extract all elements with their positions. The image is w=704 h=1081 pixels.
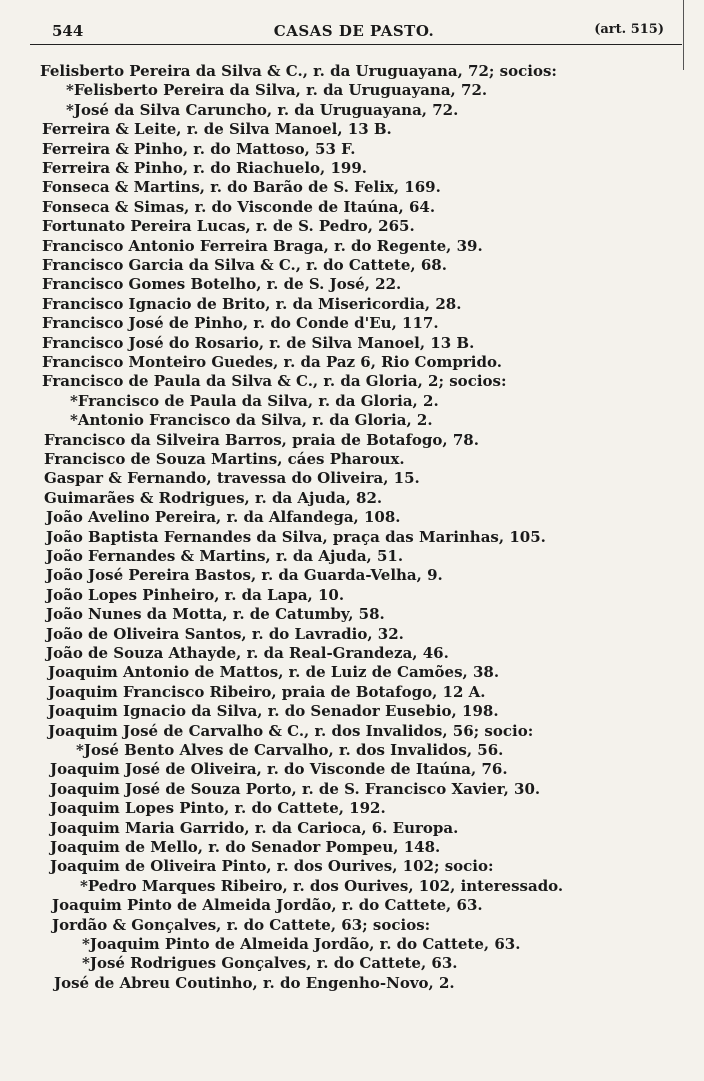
- entry: João José Pereira Bastos, r. da Guarda-Velha, 9.: [46, 566, 443, 585]
- entry: Francisco José de Pinho, r. do Conde d'Eu, 117.: [42, 314, 439, 333]
- entry: Joaquim Lopes Pinto, r. do Cattete, 192.: [50, 799, 386, 818]
- entry: Francisco Garcia da Silva & C., r. do Cattete, 68.: [42, 256, 447, 274]
- entry: Fortunato Pereira Lucas, r. de S. Pedro, 265.: [42, 217, 415, 236]
- entry: Gaspar & Fernando, travessa do Oliveira, 15.: [44, 469, 420, 488]
- entry: Francisco Monteiro Guedes, r. da Paz 6, Rio Comprido.: [42, 353, 502, 371]
- entry-partner: *Felisberto Pereira da Silva, r. da Uruguayana, 72.: [66, 81, 488, 100]
- entry: Joaquim de Oliveira Pinto, r. dos Ourives, 102; socio:: [50, 857, 494, 876]
- entry: Fonseca & Simas, r. do Visconde de Itaúna, 64.: [42, 197, 436, 216]
- entry: Jordão & Gonçalves, r. do Cattete, 63; socios:: [52, 915, 431, 934]
- entry: Felisberto Pereira da Silva & C., r. da Uruguayana, 72; socios:: [40, 62, 557, 80]
- entry-partner: *Antonio Francisco da Silva, r. da Gloria, 2.: [70, 411, 433, 430]
- entry: Joaquim Pinto de Almeida Jordão, r. do Cattete, 63.: [52, 896, 483, 915]
- entry: Joaquim José de Souza Porto, r. de S. Francisco Xavier, 30.: [50, 779, 541, 798]
- entry-partner: *Francisco de Paula da Silva, r. da Gloria, 2.: [70, 391, 439, 410]
- entry: Joaquim José de Oliveira, r. do Visconde de Itaúna, 76.: [50, 760, 508, 779]
- entry-partner: *José Bento Alves de Carvalho, r. dos Invalidos, 56.: [76, 741, 504, 759]
- entry: Ferreira & Leite, r. de Silva Manoel, 13 B.: [42, 120, 392, 139]
- page-header: [22, 20, 686, 42]
- entry: Joaquim Francisco Ribeiro, praia de Botafogo, 12 A.: [48, 682, 486, 701]
- entry-partner: *José Rodrigues Gonçalves, r. do Cattete, 63.: [82, 954, 458, 973]
- margin-line: [683, 0, 684, 70]
- entry: Joaquim Ignacio da Silva, r. do Senador Eusebio, 198.: [48, 702, 499, 721]
- entry: Ferreira & Pinho, r. do Mattoso, 53 F.: [42, 139, 356, 158]
- article-reference: (art. 515): [594, 22, 664, 37]
- entry: João Nunes da Motta, r. de Catumby, 58.: [46, 605, 385, 624]
- entry: João Fernandes & Martins, r. da Ajuda, 51.: [46, 547, 404, 565]
- entry: Francisco da Silveira Barros, praia de Botafogo, 78.: [44, 430, 479, 449]
- entry-partner: *José da Silva Caruncho, r. da Uruguayana, 72.: [66, 100, 459, 119]
- entry: Ferreira & Pinho, r. do Riachuelo, 199.: [42, 159, 368, 177]
- entry: Francisco de Souza Martins, cáes Pharoux.: [44, 450, 405, 468]
- entry: João Avelino Pereira, r. da Alfandega, 108.: [46, 508, 401, 527]
- entry-partner: *Joaquim Pinto de Almeida Jordão, r. do Cattete, 63.: [82, 935, 521, 953]
- entry: José de Abreu Coutinho, r. do Engenho-Novo, 2.: [54, 973, 455, 992]
- header-rule: [30, 44, 682, 45]
- page-title: CASAS DE PASTO.: [273, 22, 435, 40]
- entry: Joaquim Antonio de Mattos, r. de Luiz de Camões, 38.: [48, 663, 500, 682]
- page-number: 544: [52, 22, 84, 40]
- entry: Francisco Gomes Botelho, r. de S. José, 22.: [42, 275, 402, 294]
- entry: Joaquim de Mello, r. do Senador Pompeu, 148.: [50, 838, 441, 856]
- entry: Fonseca & Martins, r. do Barão de S. Felix, 169.: [42, 178, 441, 197]
- entry: Joaquim José de Carvalho & C., r. dos Invalidos, 56; socio:: [48, 721, 534, 740]
- entry: Joaquim Maria Garrido, r. da Carioca, 6. Europa.: [50, 818, 459, 837]
- entry: Francisco José do Rosario, r. de Silva Manoel, 13 B.: [42, 333, 475, 352]
- entry: Francisco Ignacio de Brito, r. da Misericordia, 28.: [42, 294, 462, 313]
- entry-partner: *Pedro Marques Ribeiro, r. dos Ourives, 102, interessado.: [80, 876, 564, 895]
- entry: João Lopes Pinheiro, r. da Lapa, 10.: [46, 585, 345, 604]
- entry: Guimarães & Rodrigues, r. da Ajuda, 82.: [44, 488, 383, 507]
- entry: Francisco Antonio Ferreira Braga, r. do Regente, 39.: [42, 236, 483, 255]
- entry: João Baptista Fernandes da Silva, praça das Marinhas, 105.: [46, 527, 546, 546]
- entry: João de Souza Athayde, r. da Real-Grandeza, 46.: [46, 644, 449, 662]
- entry: João de Oliveira Santos, r. do Lavradio, 32.: [46, 624, 404, 643]
- entry: Francisco de Paula da Silva & C., r. da Gloria, 2; socios:: [42, 372, 507, 391]
